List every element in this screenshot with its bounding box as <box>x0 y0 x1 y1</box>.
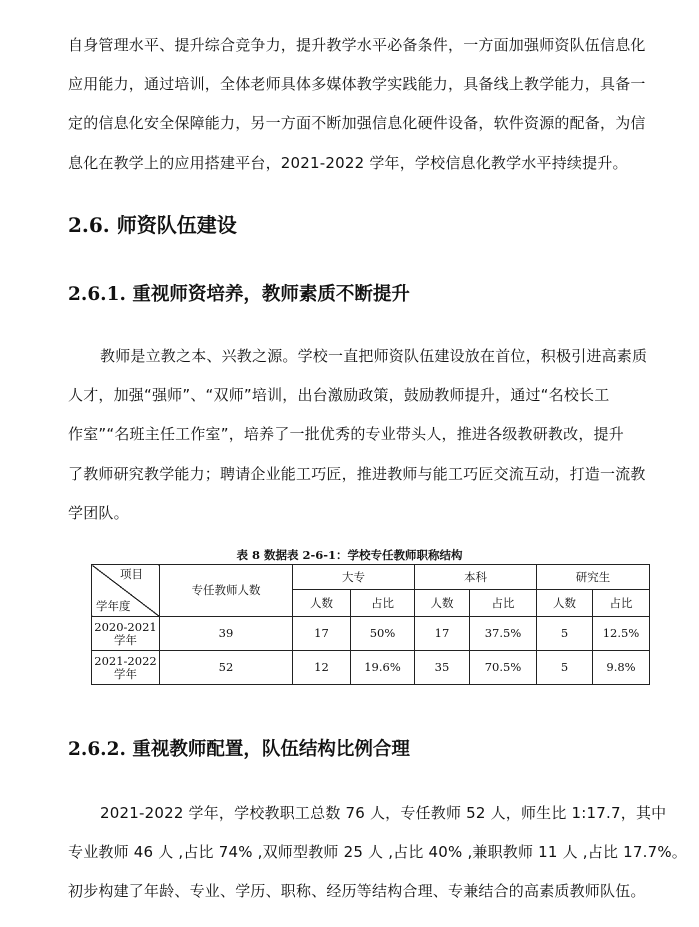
text-line: 作室”“名班主任工作室”，培养了一批优秀的专业带头人，推进各级教研教改，提升 <box>68 425 624 444</box>
section-heading-2-6-2: 2.6.2. 重视教师配置，队伍结构比例合理 <box>68 739 410 760</box>
text-line: 定的信息化安全保障能力，另一方面不断加强信息化硬件设备，软件资源的配备，为信 <box>68 114 646 133</box>
paragraph-teacher-training <box>68 337 672 533</box>
header-teacher-count: 专任教师人数 <box>160 565 293 617</box>
text-line: 应用能力，通过培训，全体老师具体多媒体教学实践能力，具备线上教学能力，具备一 <box>68 75 646 94</box>
text-line: 教师是立教之本、兴教之源。学校一直把师资队伍建设放在首位，积极引进高素质 <box>100 347 648 365</box>
header-group-junior-college: 大专 <box>293 565 415 590</box>
cell-bachelor-ratio: 70.5% <box>470 651 537 685</box>
text-line: 息化在教学上的应用搭建平台，2021-2022 学年，学校信息化教学水平持续提升。 <box>68 153 628 172</box>
text-line: 人才，加强“强师”、“双师”培训，出台激励政策，鼓励教师提升，通过“名校长工 <box>68 386 610 405</box>
cell-junior-count: 12 <box>293 651 351 685</box>
text-line: 自身管理水平、提升综合竞争力，提升教学水平必备条件，一方面加强师资队伍信息化 <box>68 36 646 54</box>
table-row <box>92 651 650 685</box>
text-line: 初步构建了年龄、专业、学历、职称、经历等结构合理、专兼结合的高素质教师队伍。 <box>68 882 646 901</box>
cell-junior-ratio: 19.6% <box>351 651 415 685</box>
subheader-count: 人数 <box>537 590 593 617</box>
cell-bachelor-count: 35 <box>415 651 470 685</box>
cell-graduate-count: 5 <box>537 617 593 651</box>
cell-bachelor-count: 17 <box>415 617 470 651</box>
paragraph-staffing <box>68 794 687 912</box>
year-suffix: 学年 <box>114 666 137 681</box>
text-line: 专业教师 46 人 ,占比 74% ,双师型教师 25 人 ,占比 40% ,兼职教师 11 人 ,占比 17.7%。 <box>68 843 687 862</box>
text-line: 学团队。 <box>68 503 129 522</box>
cell-academic-year <box>92 617 160 651</box>
teacher-title-structure-table <box>91 564 650 685</box>
cell-junior-count: 17 <box>293 617 351 651</box>
cell-teachers: 39 <box>160 617 293 651</box>
subheader-count: 人数 <box>293 590 351 617</box>
cell-teachers: 52 <box>160 651 293 685</box>
section-heading-2-6: 2.6. 师资队伍建设 <box>68 213 237 237</box>
cell-graduate-ratio: 9.8% <box>593 651 650 685</box>
subheader-ratio: 占比 <box>593 590 650 617</box>
cell-academic-year <box>92 651 160 685</box>
corner-label-year: 学年度 <box>96 599 131 613</box>
subheader-count: 人数 <box>415 590 470 617</box>
table-caption: 表 8 数据表 2-6-1：学校专任教师职称结构 <box>236 548 463 562</box>
table-row <box>92 617 650 651</box>
text-line: 了教师研究教学能力；聘请企业能工巧匠，推进教师与能工巧匠交流互动，打造一流教 <box>68 464 646 483</box>
year-suffix: 学年 <box>114 632 137 647</box>
year-range: 2020-2021 <box>94 619 157 634</box>
year-range: 2021-2022 <box>94 653 157 668</box>
section-heading-2-6-1: 2.6.1. 重视师资培养，教师素质不断提升 <box>68 284 410 305</box>
header-group-graduate: 研究生 <box>537 565 650 590</box>
paragraph-informatization <box>68 26 672 183</box>
subheader-ratio: 占比 <box>470 590 537 617</box>
cell-junior-ratio: 50% <box>351 617 415 651</box>
header-group-bachelor: 本科 <box>415 565 537 590</box>
text-line: 2021-2022 学年，学校教职工总数 76 人，专任教师 52 人，师生比 1:17.7，其中 <box>100 804 667 822</box>
cell-graduate-count: 5 <box>537 651 593 685</box>
cell-bachelor-ratio: 37.5% <box>470 617 537 651</box>
subheader-ratio: 占比 <box>351 590 415 617</box>
corner-label-item: 项目 <box>120 567 143 581</box>
table-corner-header <box>92 565 160 617</box>
cell-graduate-ratio: 12.5% <box>593 617 650 651</box>
